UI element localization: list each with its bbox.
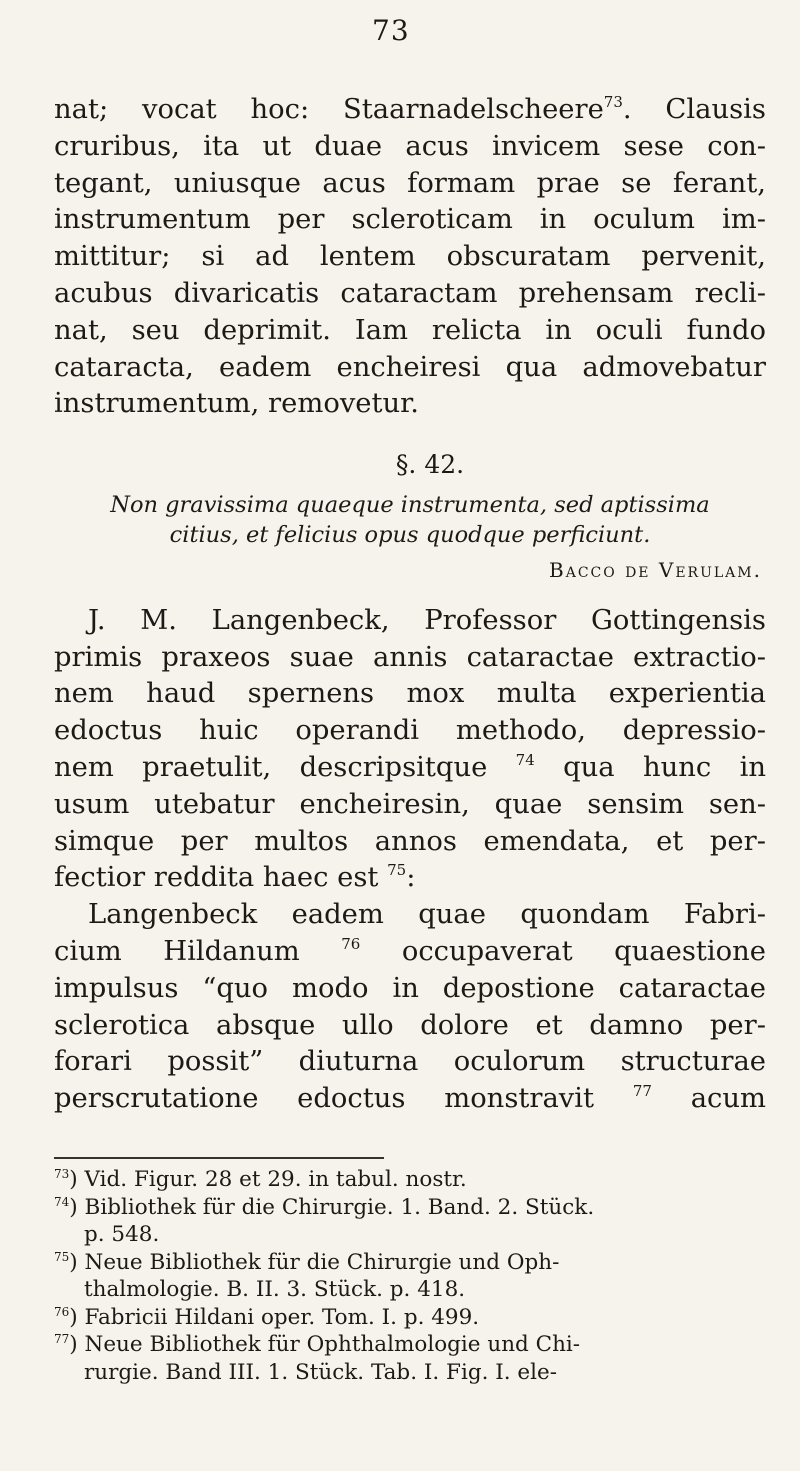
footnote-ref-74[interactable]: 74 xyxy=(515,750,535,769)
footnote-text: Neue Bibliothek für die Chirurgie und Oph- xyxy=(84,1249,560,1275)
footnote-mark: 73 xyxy=(54,1167,70,1181)
text-line: instrumentum, removetur. xyxy=(54,388,419,420)
footnote-text: Fabricii Hildani oper. Tom. I. p. 499. xyxy=(84,1304,480,1330)
footnote-mark: 76 xyxy=(54,1304,70,1319)
footnote-77: $^{77}$) Neue Bibliothek für Ophthalmologie und Chi- rurgie. Band III. 1. Stück. Tab. I. Fig. I. ele- xyxy=(54,1331,766,1386)
text-line: acubus divaricatis cataractam prehensam recli- xyxy=(54,277,766,309)
text-line: edoctus huic operandi methodo, depressio- xyxy=(54,715,766,747)
text-line: nem praetulit, descripsitque $^{74}$ qua hunc in xyxy=(54,750,766,783)
text-line: simque per multos annos emendata, et per- xyxy=(54,825,766,857)
footnote-ref-77[interactable]: 77 xyxy=(632,1082,652,1101)
text-line: cium Hildanum $^{76}$ occupaverat quaestione xyxy=(54,934,766,967)
text-line: usum utebatur encheiresin, quae sensim sen- xyxy=(54,788,766,820)
footnote-text: p. 548. xyxy=(84,1222,160,1247)
text-line: nem haud spernens mox multa experientia xyxy=(54,678,766,710)
footnote-text: Neue Bibliothek für Ophthalmologie und Chi- xyxy=(84,1332,581,1357)
epigraph xyxy=(54,490,766,550)
text-line: fectior reddita haec est $^{75}$: xyxy=(54,861,416,894)
text-line: perscrutatione edoctus monstravit $^{77}$ acum xyxy=(54,1082,766,1115)
text-line: impulsus “quo modo in depostione cataractae xyxy=(54,972,766,1004)
text-line: Langenbeck eadem quae quondam Fabri- xyxy=(88,899,766,931)
footnote-mark: 75 xyxy=(54,1249,70,1264)
footnote-text: Vid. Figur. 28 et 29. in tabul. nostr. xyxy=(84,1167,467,1192)
text-line: cataracta, eadem encheiresi qua admovebatur xyxy=(54,351,766,383)
main-text xyxy=(54,92,766,1118)
epigraph-attribution: Bacco de Verulam. xyxy=(549,557,762,582)
footnote-text: thalmologie. B. II. 3. Stück. p. 418. xyxy=(84,1277,466,1302)
text-line: instrumentum per scleroticam in oculum im- xyxy=(54,204,766,236)
text-line: tegant, uniusque acus formam prae se ferant, xyxy=(54,167,766,199)
footnote-ref-76[interactable]: 76 xyxy=(341,934,361,953)
epigraph-line: Non gravissima quaeque instrumenta, sed aptissima xyxy=(110,491,710,518)
text-line: mittitur; si ad lentem obscuratam pervenit, xyxy=(54,241,766,273)
text-line: forari possit” diuturna oculorum structurae xyxy=(54,1046,766,1078)
text-line: cruribus, ita ut duae acus invicem sese con- xyxy=(54,130,766,162)
epigraph-line: citius, et felicius opus quodque perficiunt. xyxy=(169,521,651,548)
footnote-text: rurgie. Band III. 1. Stück. Tab. I. Fig. I. ele- xyxy=(84,1359,557,1385)
footnote-74: $^{74}$) Bibliothek für die Chirurgie. 1. Band. 2. Stück. p. 548. xyxy=(54,1194,766,1249)
text-line: nat; vocat hoc: Staarnadelscheere$^{73}$. Clausis xyxy=(54,93,766,125)
text-line: J. M. Langenbeck, Professor Gottingensis xyxy=(88,604,766,636)
footnote-text: Bibliothek für die Chirurgie. 1. Band. 2. Stück. xyxy=(84,1194,595,1220)
footnote-75: $^{75}$) Neue Bibliothek für die Chirurgie und Oph- thalmologie. B. II. 3. Stück. p. 418. xyxy=(54,1249,766,1304)
footnote-76: $^{76}$) Fabricii Hildani oper. Tom. I. p. 499. xyxy=(54,1304,480,1330)
text-line: primis praxeos suae annis cataractae extractio- xyxy=(54,641,766,673)
paragraph-3 xyxy=(54,897,766,1118)
footnote-ref-75[interactable]: 75 xyxy=(387,861,407,880)
section-heading: §. 42. xyxy=(395,450,465,480)
footnote-mark: 74 xyxy=(54,1194,70,1209)
footnote-ref-73[interactable]: 73 xyxy=(603,93,623,111)
text-line: nat, seu deprimit. Iam relicta in oculi fundo xyxy=(54,314,766,346)
paragraph-2 xyxy=(54,603,766,897)
footnote-73: $^{73}$) Vid. Figur. 28 et 29. in tabul. nostr. xyxy=(54,1167,467,1192)
text-line: sclerotica absque ullo dolore et damno per- xyxy=(54,1009,766,1041)
footnote-divider xyxy=(54,1157,384,1159)
footnotes xyxy=(54,1166,766,1386)
footnote-mark: 77 xyxy=(54,1332,70,1346)
paragraph-1 xyxy=(54,92,766,423)
page-number: 73 xyxy=(372,14,410,47)
